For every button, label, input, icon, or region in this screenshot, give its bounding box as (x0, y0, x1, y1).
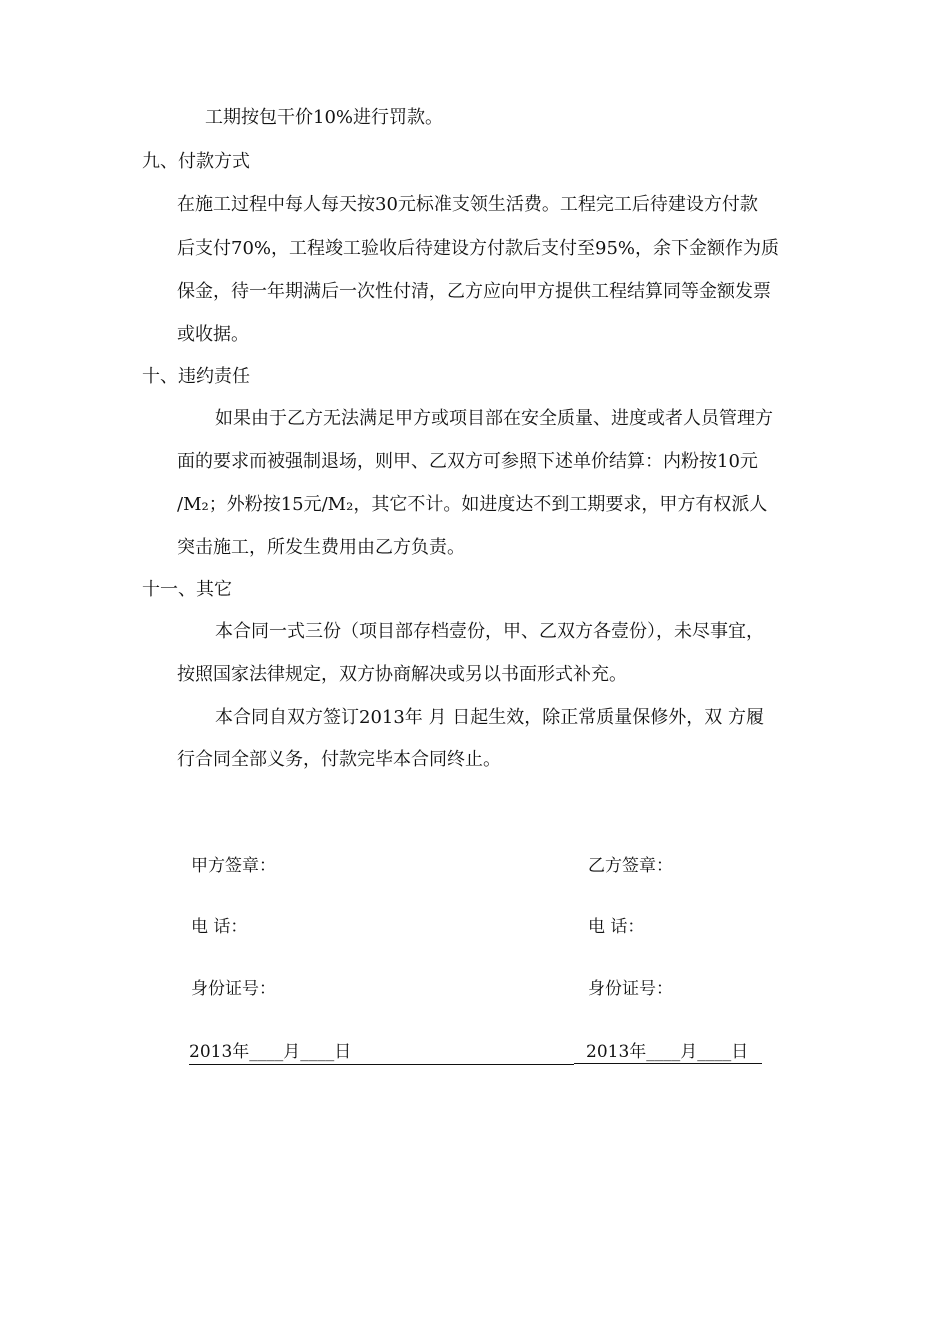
party-b-id-label: 身份证号： (588, 979, 673, 999)
party-a-date: 2013年____月____日 (189, 1040, 574, 1065)
party-b-phone-label: 电 话： (588, 917, 645, 937)
section10-line: 突击施工，所发生费用由乙方负责。 (177, 537, 465, 558)
party-a-id-label: 身份证号： (191, 979, 276, 999)
section10-line: 如果由于乙方无法满足甲方或项目部在安全质量、进度或者人员管理方 (215, 408, 773, 429)
section11-line: 本合同自双方签订2013年 月 日起生效，除正常质量保修外，双 方履 (215, 707, 764, 728)
party-b-date: 2013年____月____日 (574, 1040, 762, 1064)
section10-line: /M₂；外粉按15元/M₂，其它不计。如进度达不到工期要求，甲方有权派人 (177, 494, 768, 515)
section11-line: 行合同全部义务，付款完毕本合同终止。 (177, 749, 501, 770)
section8-tail: 工期按包干价10%进行罚款。 (205, 107, 444, 128)
section10-line: 面的要求而被强制退场，则甲、乙双方可参照下述单价结算：内粉按10元 (177, 451, 758, 472)
section9-heading: 九、付款方式 (142, 151, 250, 172)
party-a-phone-label: 电 话： (191, 917, 248, 937)
section9-line: 后支付70%，工程竣工验收后待建设方付款后支付至95%，余下金额作为质 (177, 238, 780, 259)
section10-heading: 十、违约责任 (142, 366, 250, 387)
party-a-seal-label: 甲方签章： (191, 856, 276, 876)
section9-line: 在施工过程中每人每天按30元标准支领生活费。工程完工后待建设方付款 (177, 194, 758, 215)
section11-line: 本合同一式三份（项目部存档壹份，甲、乙双方各壹份），未尽事宜， (215, 621, 764, 642)
party-b-seal-label: 乙方签章： (588, 856, 673, 876)
section11-heading: 十一、其它 (142, 579, 232, 600)
section9-line: 或收据。 (177, 324, 249, 345)
section11-line: 按照国家法律规定，双方协商解决或另以书面形式补充。 (177, 664, 627, 685)
section9-line: 保金，待一年期满后一次性付清，乙方应向甲方提供工程结算同等金额发票 (177, 281, 771, 302)
